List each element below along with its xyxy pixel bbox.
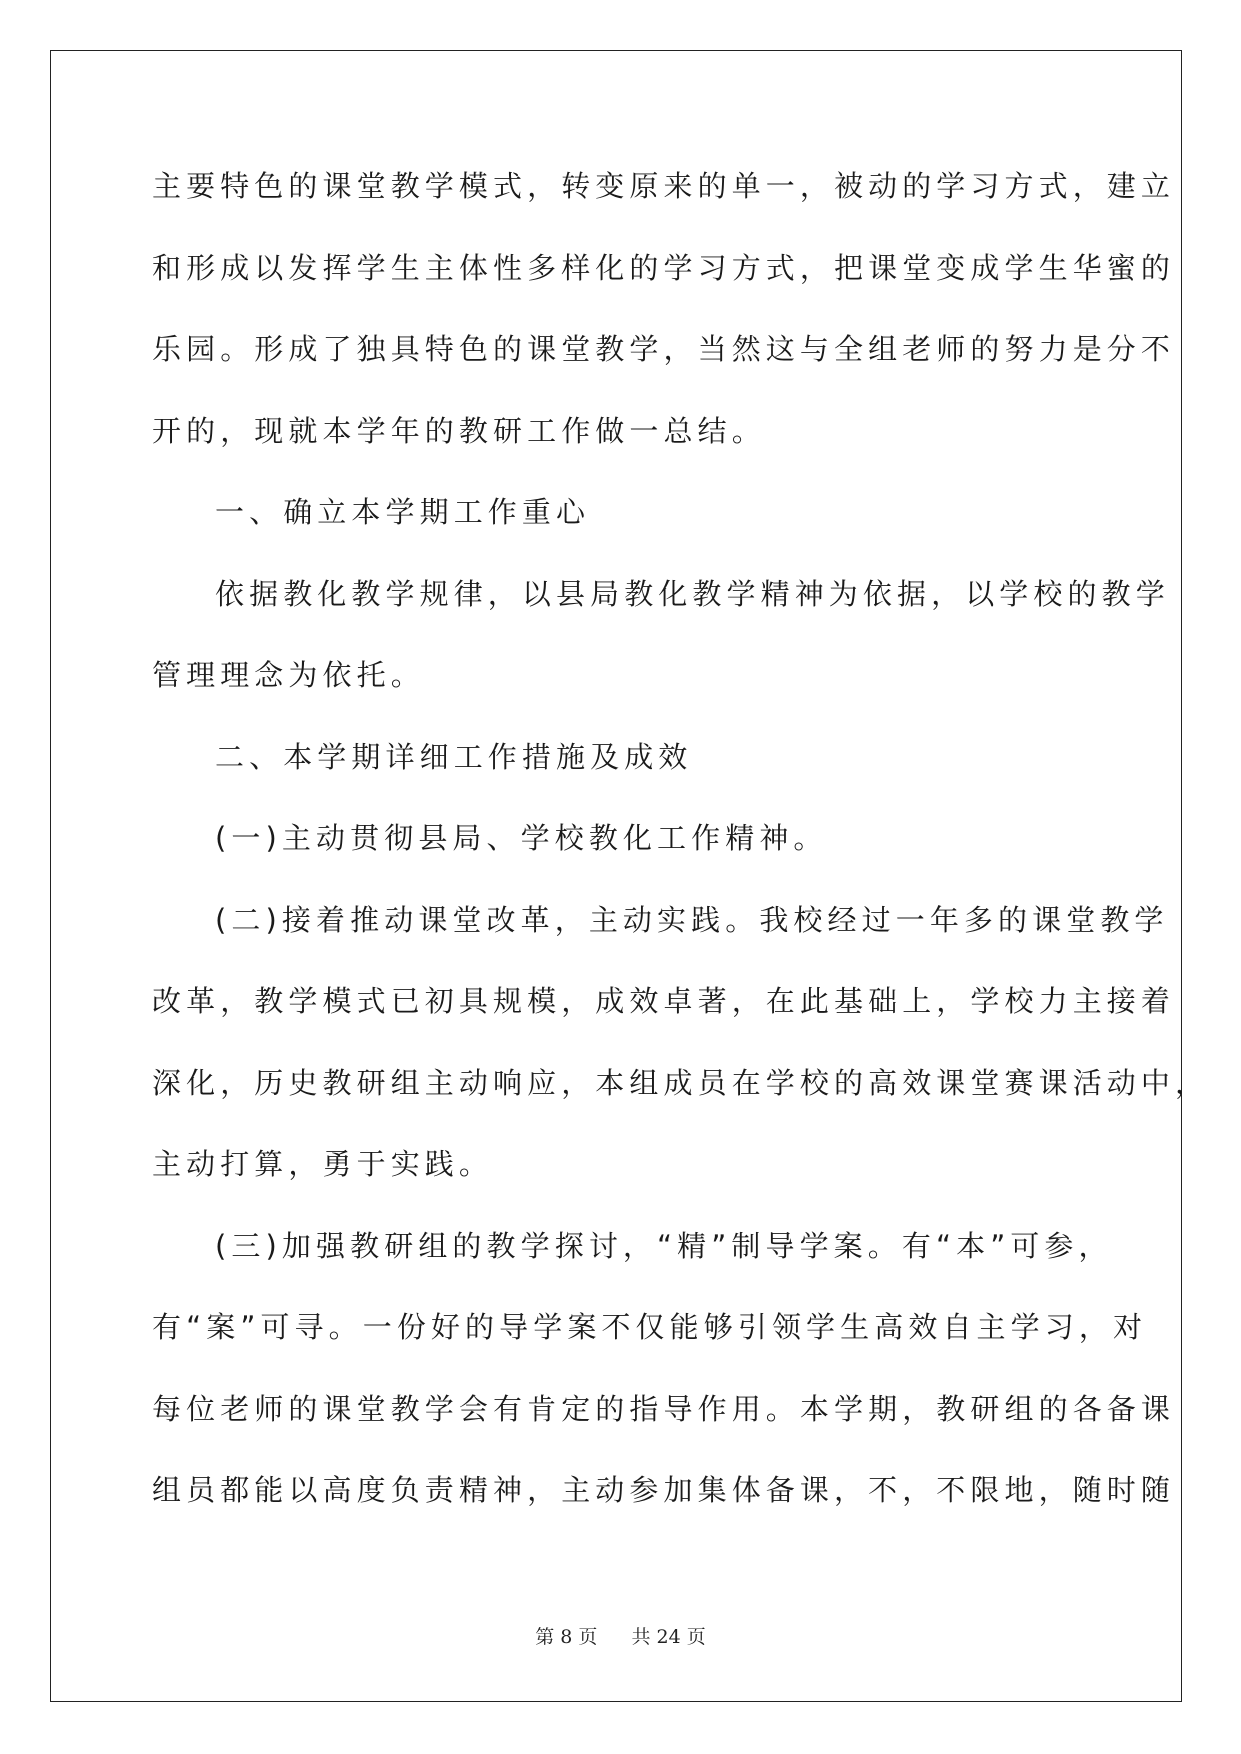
text-line: 每位老师的课堂教学会有肯定的指导作用。本学期，教研组的各备课 <box>152 1391 1176 1426</box>
text-line: 管理理念为依托。 <box>152 658 425 692</box>
page-total: 共 24 页 <box>631 1626 706 1648</box>
text-line: 组员都能以高度负责精神，主动参加集体备课，不，不限地，随时随 <box>152 1473 1176 1507</box>
section-heading-1: 一、确立本学期工作重心 <box>215 495 591 529</box>
text-line: 改革，教学模式已初具规模，成效卓著，在此基础上，学校力主接着 <box>152 984 1176 1018</box>
text-line: 开的，现就本学年的教研工作做一总结。 <box>152 413 766 448</box>
page-current: 第 8 页 <box>535 1626 598 1648</box>
text-line: 有“案”可寻。一份好的导学案不仅能够引领学生高效自主学习，对 <box>152 1310 1148 1344</box>
section-heading-2: 二、本学期详细工作措施及成效 <box>215 739 693 774</box>
page-footer <box>0 1622 1241 1649</box>
text-line: 主要特色的课堂教学模式，转变原来的单一，被动的学习方式，建立 <box>152 169 1176 203</box>
document-body <box>152 160 1210 1546</box>
text-line: 和形成以发挥学生主体性多样化的学习方式，把课堂变成学生华蜜的 <box>152 250 1176 285</box>
text-line: 依据教化教学规律，以县局教化教学精神为依据，以学校的教学 <box>215 576 1170 611</box>
text-line: 乐园。形成了独具特色的课堂教学，当然这与全组老师的努力是分不 <box>152 332 1176 366</box>
subsection-2: (二)接着推动课堂改革，主动实践。我校经过一年多的课堂教学 <box>215 902 1169 937</box>
subsection-3: (三)加强教研组的教学探讨，“精”制导学案。有“本”可参， <box>215 1228 1113 1263</box>
text-line: 深化，历史教研组主动响应，本组成员在学校的高效课堂赛课活动中， <box>152 1065 1210 1100</box>
subsection-1: (一)主动贯彻县局、学校教化工作精神。 <box>215 821 828 855</box>
text-line: 主动打算，勇于实践。 <box>152 1147 494 1181</box>
